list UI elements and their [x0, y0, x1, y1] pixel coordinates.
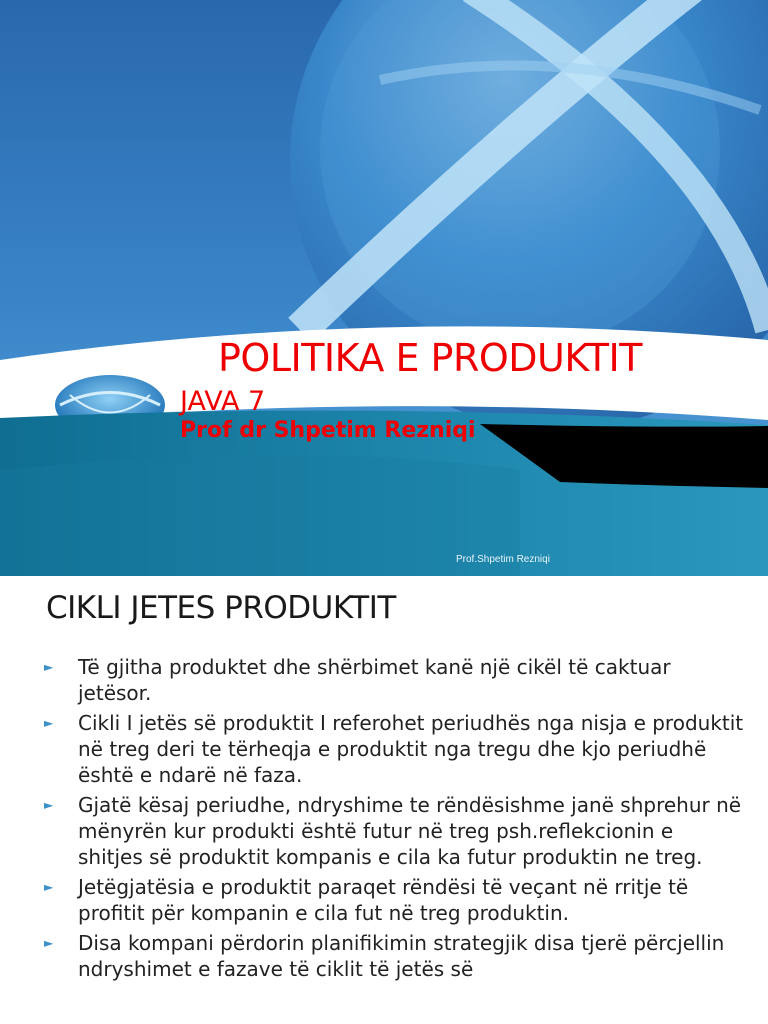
bullet-text: Disa kompani përdorin planifikimin strategjik disa tjerë përcjellin ndryshimet e fazave të ciklit të jetës së [78, 931, 725, 981]
bullet-text: Të gjitha produktet dhe shërbimet kanë një cikël të caktuar jetësor. [78, 655, 671, 705]
bullet-text: Jetëgjatësia e produktit paraqet rëndësi të veçant në rritje të profitit për kompanin e cila fut në treg produktin. [78, 875, 689, 925]
arrow-right-icon: ► [44, 936, 54, 950]
bullet-text: Cikli I jetës së produktit I referohet periudhës nga nisja e produktit në treg deri te tërheqja e produktit nga tregu dhe kjo periudhë është e ndarë në faza. [78, 711, 744, 787]
list-item [44, 792, 744, 870]
content-slide [0, 576, 768, 1024]
bullet-text: Gjatë kësaj periudhe, ndryshime te rëndësishme janë shprehur në mënyrën kur produkti është futur në treg psh.reflekcionin e shitjes së produktit kompanis e cila ka futur produktin ne treg. [78, 793, 742, 869]
arrow-right-icon: ► [44, 716, 54, 730]
slide-subtitle-week: JAVA 7 [180, 386, 266, 417]
list-item [44, 930, 744, 982]
list-item [44, 710, 744, 788]
slide-subtitle-author: Prof dr Shpetim Rezniqi [180, 418, 476, 443]
slide-title: POLITIKA E PRODUKTIT [218, 336, 642, 380]
arrow-right-icon: ► [44, 660, 54, 674]
arrow-right-icon: ► [44, 798, 54, 812]
list-item [44, 654, 744, 706]
list-item [44, 874, 744, 926]
slide-footer: Prof.Shpetim Rezniqi [456, 554, 550, 565]
bullet-list [44, 654, 744, 986]
arrow-right-icon: ► [44, 880, 54, 894]
content-heading: CIKLI JETES PRODUKTIT [46, 590, 396, 626]
